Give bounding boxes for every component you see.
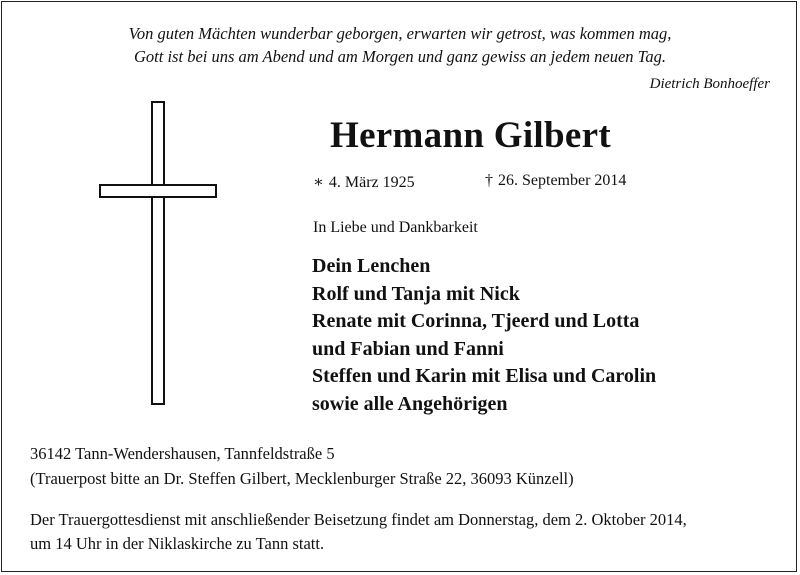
mourner-line: Renate mit Corinna, Tjeerd und Lotta [312,310,640,332]
mourners-list [312,253,656,418]
death-date: 26. September 2014 [498,172,627,189]
deceased-name: Hermann Gilbert [330,115,611,156]
death-date-group [485,172,626,190]
mourner-line: Dein Lenchen [312,255,431,277]
birth-date-group [313,172,415,192]
address-line: 36142 Tann-Wendershausen, Tannfeldstraße 5 [30,444,335,463]
service-line: Der Trauergottesdienst mit anschließender Beisetzung findet am Donnerstag, dem 2. Oktober 2014, [30,510,687,529]
quote-line: Gott ist bei uns am Abend und am Morgen und ganz gewiss an jedem neuen Tag. [134,47,666,66]
mourner-line: und Fabian und Fanni [312,337,504,360]
birth-star-icon: ∗ [313,174,324,191]
bonhoeffer-quote [0,22,800,68]
mourner-line: Rolf und Tanja mit Nick [312,282,520,305]
mourners-intro: In Liebe und Dankbarkeit [313,219,478,236]
birth-date: 4. März 1925 [328,174,415,191]
quote-line: Von guten Mächten wunderbar geborgen, erwarten wir getrost, was kommen mag, [128,24,672,43]
cross-icon [99,101,217,405]
service-line: um 14 Uhr in der Niklaskirche zu Tann statt. [30,534,325,553]
mail-note-line: (Trauerpost bitte an Dr. Steffen Gilbert, Mecklenburger Straße 22, 36093 Künzell) [30,469,574,488]
mourner-line: sowie alle Angehörigen [312,392,508,415]
service-info [30,508,687,556]
address-block [30,441,574,491]
death-dagger-icon: † [485,172,493,189]
quote-author: Dietrich Bonhoeffer [649,76,770,92]
mourner-line: Steffen und Karin mit Elisa und Carolin [312,365,657,387]
